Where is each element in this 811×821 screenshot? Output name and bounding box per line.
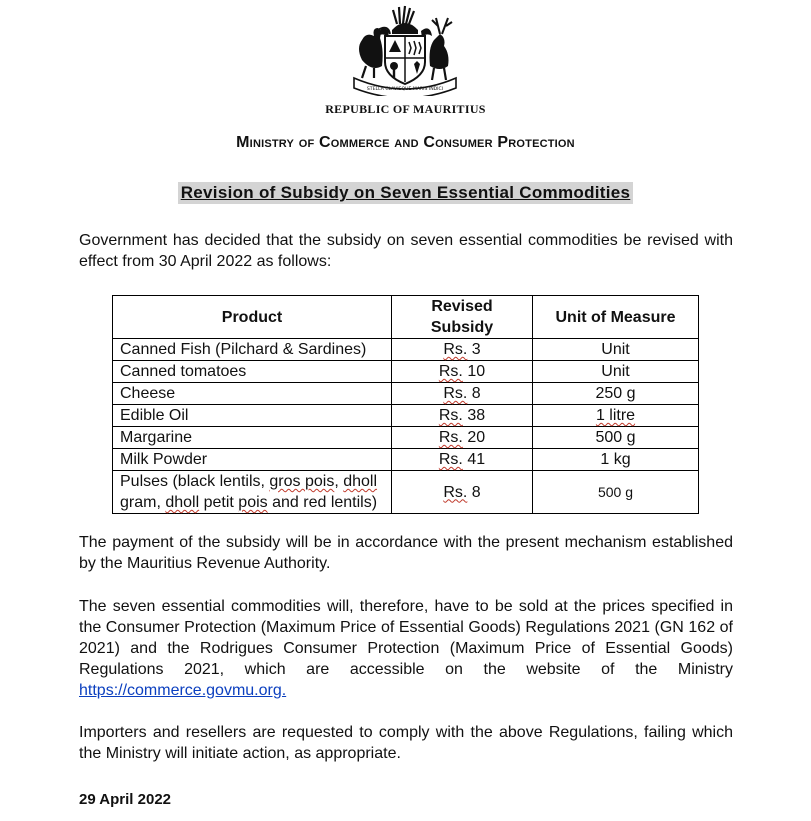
product-cell: Cheese [113,383,392,405]
website-line [79,680,733,701]
subsidy-table [112,295,699,514]
col-header-unit: Unit of Measure [533,296,699,339]
document-title: Revision of Subsidy on Seven Essential Commodities [178,182,634,204]
col-header-product: Product [113,296,392,339]
subsidy-cell: Rs. 41 [392,449,533,471]
subsidy-cell: Rs. 10 [392,361,533,383]
product-cell: Milk Powder [113,449,392,471]
table-row [113,449,699,471]
unit-cell: 500 g [533,471,699,514]
subsidy-cell: Rs. 38 [392,405,533,427]
product-cell: Canned tomatoes [113,361,392,383]
col-header-subsidy: Revised Subsidy [392,296,533,339]
unit-cell: 1 litre [533,405,699,427]
unit-cell: Unit [533,339,699,361]
table-row [113,405,699,427]
coat-of-arms-emblem [348,4,462,96]
unit-cell: 250 g [533,383,699,405]
table-row [113,383,699,405]
website-link[interactable]: https://commerce.govmu.org. [79,682,287,699]
product-cell: Canned Fish (Pilchard & Sardines) [113,339,392,361]
ministry-heading: Ministry of Commerce and Consumer Protection [236,134,575,151]
table-row [113,339,699,361]
product-cell: Pulses (black lentils, gros pois, dholl gram, dholl petit pois and red lentils) [113,471,392,514]
product-cell: Edible Oil [113,405,392,427]
subsidy-cell: Rs. 8 [392,471,533,514]
subsidy-cell: Rs. 20 [392,427,533,449]
table-row [113,471,699,514]
table-row [113,361,699,383]
document-date: 29 April 2022 [79,791,171,808]
unit-cell: 500 g [533,427,699,449]
emblem-motto: STELLA CLAVISQUE MARIS INDICI [366,87,444,92]
importers-paragraph: Importers and resellers are requested to comply with the above Regulations, failing which the Ministry will initiate action, as appropriate. [79,724,733,762]
unit-cell: 1 kg [533,449,699,471]
prices-paragraph: The seven essential commodities will, therefore, have to be sold at the prices specified in the Consumer Protection (Maximum Price of Essential Goods) Regulations 2021 (GN 162 of 2021) and the Rodrigues Consumer Protection (Maximum Price of Essential Goods) Regulations 2021, which are accessible on the website of the Ministry [79,598,733,678]
republic-heading: REPUBLIC OF MAURITIUS [325,102,486,116]
table-row [113,427,699,449]
intro-paragraph: Government has decided that the subsidy on seven essential commodities be revised with effect from 30 April 2022 as follows: [79,232,733,270]
product-cell: Margarine [113,427,392,449]
table-header-row [113,296,699,339]
unit-cell: Unit [533,361,699,383]
subsidy-cell: Rs. 3 [392,339,533,361]
payment-paragraph: The payment of the subsidy will be in accordance with the present mechanism established by the Mauritius Revenue Authority. [79,534,733,572]
subsidy-cell: Rs. 8 [392,383,533,405]
